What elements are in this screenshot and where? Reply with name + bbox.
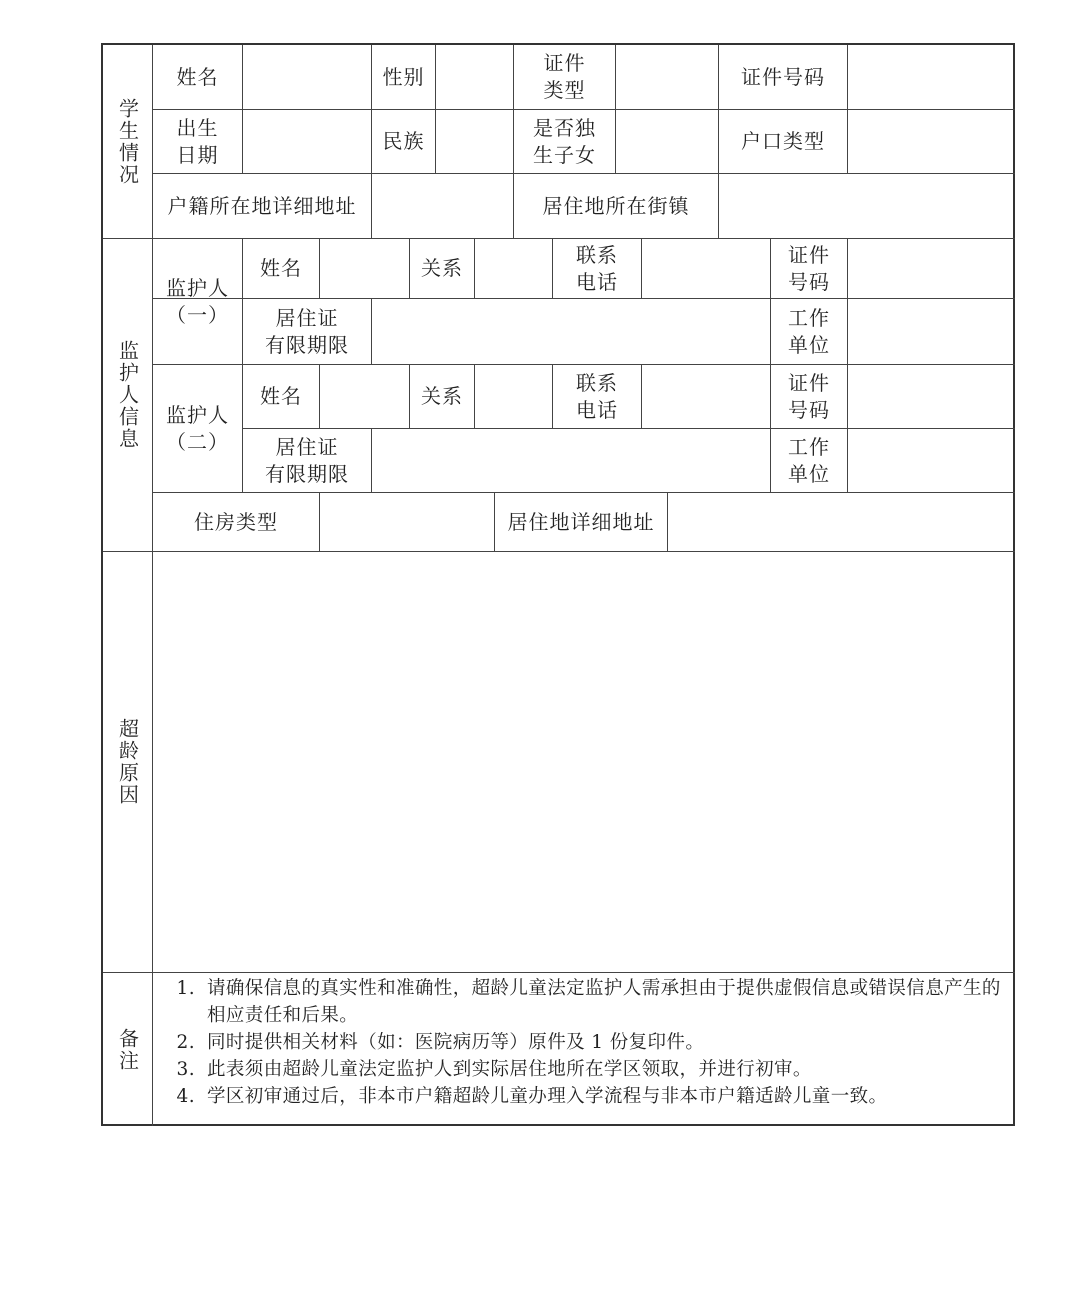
label-hukou-address: 户籍所在地详细地址 xyxy=(167,193,357,218)
remark-text: 此表须由超龄儿童法定监护人到实际居住地所在学区领取，并进行初审。 xyxy=(207,1059,812,1080)
g1-id-number-field[interactable] xyxy=(848,239,1015,298)
section-guardian-info: 监护人信息 xyxy=(115,340,140,450)
g2-permit-valid-field[interactable] xyxy=(372,429,770,492)
label-id-number: 证件号码 xyxy=(741,64,825,89)
label-residence-address: 居住地详细地址 xyxy=(507,509,655,534)
label-g1-work-unit: 工作 单位 xyxy=(788,305,830,357)
remark-number: 4. xyxy=(176,1086,195,1107)
label-g2-work-unit: 工作 单位 xyxy=(788,434,830,486)
label-g2-name: 姓名 xyxy=(260,384,302,408)
g2-name-field[interactable] xyxy=(320,365,409,428)
only-child-field[interactable] xyxy=(616,110,718,173)
overage-reason-textarea[interactable] xyxy=(153,552,1015,972)
label-g2-phone: 联系 电话 xyxy=(576,370,618,422)
remarks-list xyxy=(156,975,1012,1110)
remark-number: 1. xyxy=(176,978,195,999)
student-name-field[interactable] xyxy=(243,45,371,109)
label-g2-relation: 关系 xyxy=(421,384,463,408)
g2-phone-field[interactable] xyxy=(642,365,770,428)
residence-address-field[interactable] xyxy=(668,493,1015,551)
remark-text: 学区初审通过后，非本市户籍超龄儿童办理入学流程与非本市户籍适龄儿童一致。 xyxy=(207,1086,888,1107)
label-housing-type: 住房类型 xyxy=(194,509,278,534)
label-g1-phone: 联系 电话 xyxy=(576,242,618,294)
g1-name-field[interactable] xyxy=(320,239,409,298)
section-student-info: 学生情况 xyxy=(115,97,140,186)
label-guardian-1: 监护人 （一） xyxy=(166,275,229,327)
hukou-address-field[interactable] xyxy=(372,174,513,238)
remark-number: 2. xyxy=(176,1032,195,1053)
rule xyxy=(103,972,1015,973)
g1-relation-field[interactable] xyxy=(475,239,552,298)
label-g1-name: 姓名 xyxy=(260,256,302,280)
remark-text: 请确保信息的真实性和准确性，超龄儿童法定监护人需承担由于提供虚假信息或错误信息产生的相应责任和后果。 xyxy=(207,978,1001,1026)
residence-street-field[interactable] xyxy=(719,174,1015,238)
remark-item xyxy=(156,1029,1012,1056)
housing-type-field[interactable] xyxy=(320,493,494,551)
label-g1-id-number: 证件 号码 xyxy=(788,242,830,294)
label-g2-permit-valid: 居住证 有限期限 xyxy=(265,434,349,486)
label-g1-permit-valid: 居住证 有限期限 xyxy=(265,305,349,357)
label-hukou-type: 户口类型 xyxy=(741,129,825,153)
id-number-field[interactable] xyxy=(848,45,1015,109)
remark-number: 3. xyxy=(176,1059,195,1080)
label-gender: 性别 xyxy=(382,64,425,89)
section-overage-reason: 超龄原因 xyxy=(115,718,140,806)
g1-permit-valid-field[interactable] xyxy=(372,299,770,364)
remark-item xyxy=(156,1056,1012,1083)
remark-item xyxy=(156,975,1012,1029)
label-birth-date: 出生 日期 xyxy=(176,115,219,167)
g1-work-unit-field[interactable] xyxy=(848,299,1015,364)
section-remarks: 备注 xyxy=(115,1027,140,1072)
label-student-name: 姓名 xyxy=(176,64,219,89)
remark-text: 同时提供相关材料（如：医院病历等）原件及 1 份复印件。 xyxy=(207,1032,705,1053)
label-guardian-2: 监护人 （二） xyxy=(166,402,229,454)
g2-work-unit-field[interactable] xyxy=(848,429,1015,492)
hukou-type-field[interactable] xyxy=(848,110,1015,173)
ethnicity-field[interactable] xyxy=(436,110,513,173)
g2-relation-field[interactable] xyxy=(475,365,552,428)
overage-child-form xyxy=(101,43,1015,1126)
label-residence-street: 居住地所在街镇 xyxy=(542,193,690,218)
label-g1-relation: 关系 xyxy=(421,256,463,280)
g2-id-number-field[interactable] xyxy=(848,365,1015,428)
label-only-child: 是否独 生子女 xyxy=(533,115,596,167)
id-type-field[interactable] xyxy=(616,45,718,109)
label-g2-id-number: 证件 号码 xyxy=(788,370,830,422)
label-ethnicity: 民族 xyxy=(382,129,425,153)
gender-field[interactable] xyxy=(436,45,513,109)
remark-item xyxy=(156,1083,1012,1110)
label-id-type: 证件 类型 xyxy=(543,51,586,102)
birth-date-field[interactable] xyxy=(243,110,371,173)
g1-phone-field[interactable] xyxy=(642,239,770,298)
